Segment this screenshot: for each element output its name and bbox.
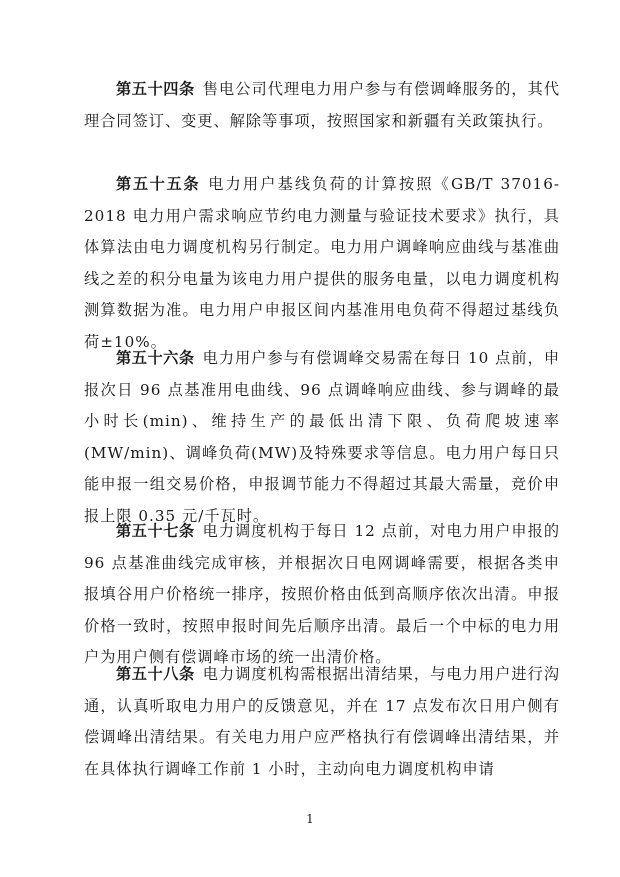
article-55 [84,169,560,358]
article-heading: 第五十六条 [116,349,195,367]
article-text: 电力调度机构于每日 12 点前，对电力用户申报的 96 点基准曲线完成审核，并根据次日电网调峰需要，根据各类申报填谷用户价格统一排序，按照价格由低到高顺序依次出清。申报价格一致时，按照申报时间先后顺序出清。最后一个中标的电力用户为用户侧有偿调峰市场的统一出清价格。 [84,522,561,666]
article-heading: 第五十七条 [116,522,195,540]
article-56 [84,343,560,532]
article-58 [84,659,560,785]
article-text: 电力用户参与有偿调峰交易需在每日 10 点前，申报次日 96 点基准用电曲线、96 点调峰响应曲线、参与调峰的最小时长(min)、维持生产的最低出清下限、负荷爬坡速率(MW/min)、调峰负荷(MW)及特殊要求等信息。电力用户每日只能申报一组交易价格，申报调节能力不得超过其最大需量，竞价申报上限 0.35 元/千瓦时。 [84,349,561,525]
article-text: 电力调度机构需根据出清结果，与电力用户进行沟通，认真听取电力用户的反馈意见，并在 17 点发布次日用户侧有偿调峰出清结果。有关电力用户应严格执行有偿调峰出清结果，并在具体执行调峰工作前 1 小时，主动向电力调度机构申请 [84,665,561,778]
article-text: 售电公司代理电力用户参与有偿调峰服务的，其代理合同签订、变更、解除等事项，按照国家和新疆有关政策执行。 [84,80,561,130]
article-heading: 第五十八条 [116,665,195,683]
article-text: 电力用户基线负荷的计算按照《GB/T 37016-2018 电力用户需求响应节约电力测量与验证技术要求》执行，具体算法由电力调度机构另行制定。电力用户调峰响应曲线与基准曲线之差的积分电量为该电力用户提供的服务电量，以电力调度机构测算数据为准。电力用户申报区间内基准用电负荷不得超过基线负荷±10%。 [84,175,560,351]
article-heading: 第五十四条 [116,80,195,98]
page-number: 1 [306,812,314,826]
article-heading: 第五十五条 [116,175,201,193]
article-57 [84,516,560,674]
article-54 [84,74,560,137]
